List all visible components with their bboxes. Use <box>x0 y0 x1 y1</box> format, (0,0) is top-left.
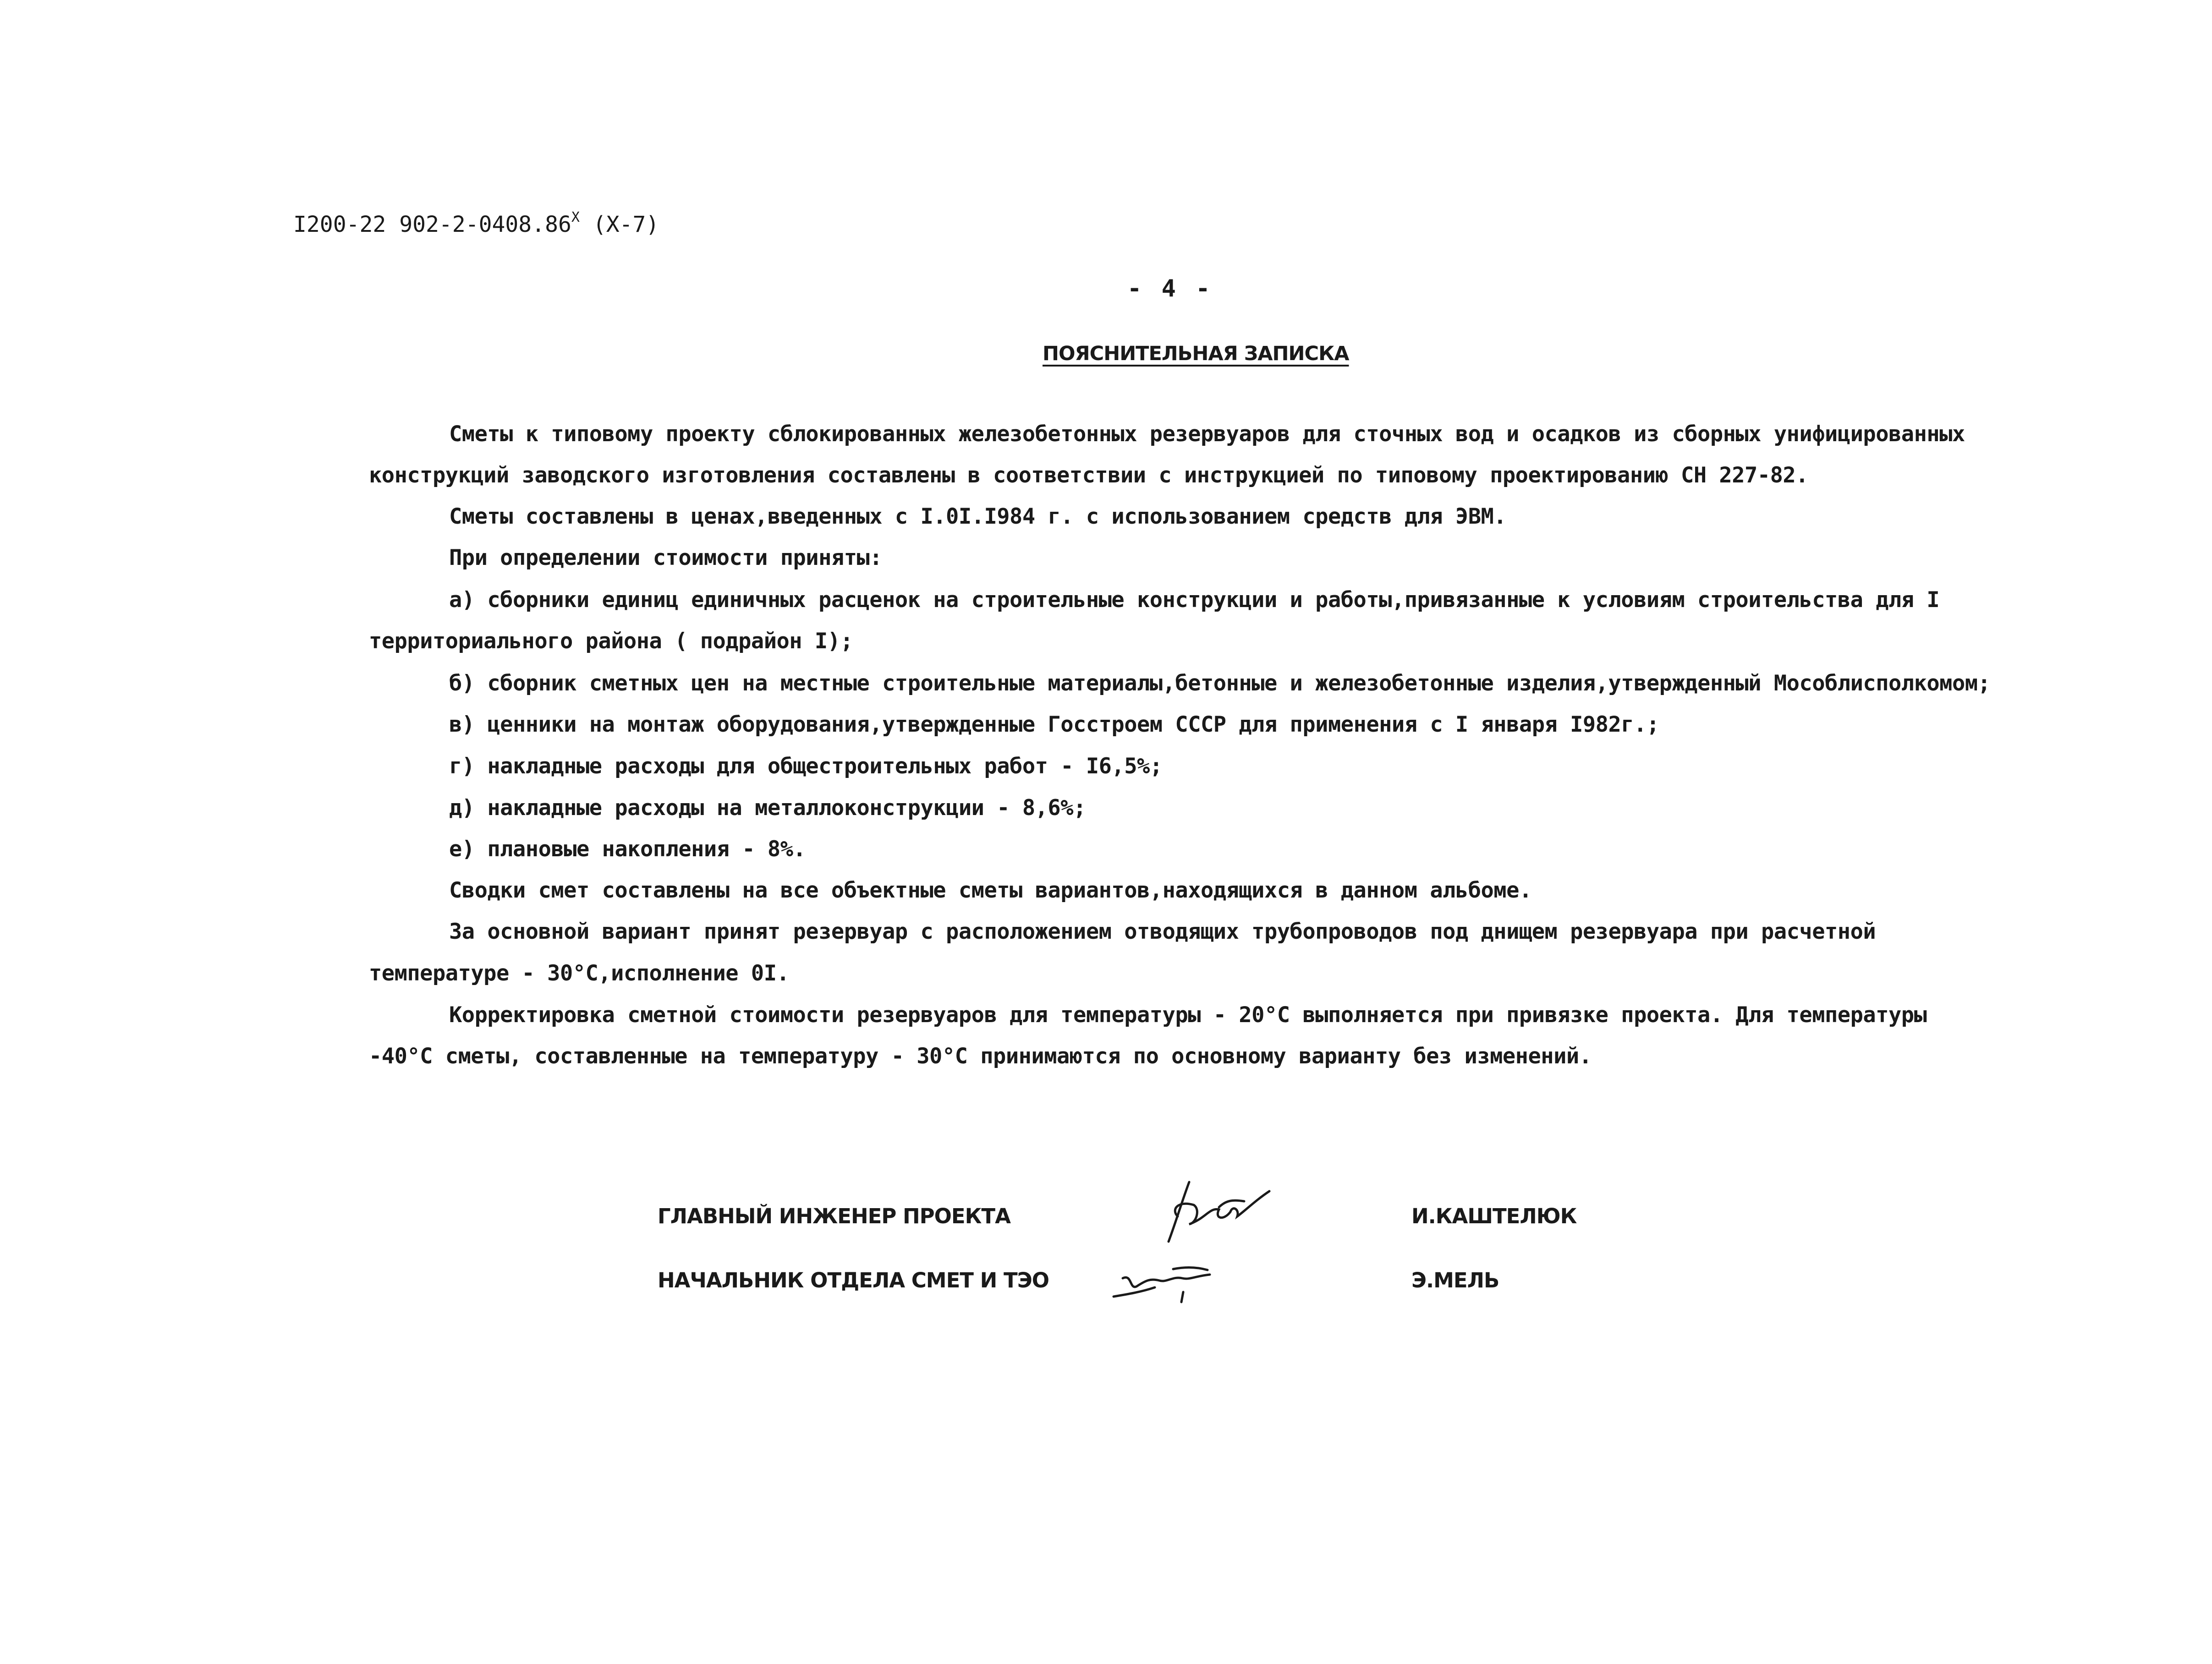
body-line: Корректировка сметной стоимости резервуаров для температуры - 20°С выполняется при привязке проекта. Для температуры <box>449 1002 1927 1028</box>
list-item-a: а) сборники единиц единичных расценок на строительные конструкции и работы,привязанные к условиям строительства для I <box>449 587 1940 613</box>
document-title: ПОЯСНИТЕЛЬНАЯ ЗАПИСКА <box>1043 342 1349 365</box>
body-line: Сводки смет составлены на все объектные сметы вариантов,находящихся в данном альбоме. <box>449 878 1532 903</box>
signature-chief-engineer <box>1150 1173 1288 1251</box>
document-code <box>293 211 659 238</box>
signatory-position-head-of-department: НАЧАЛЬНИК ОТДЕЛА СМЕТ И ТЭО <box>658 1268 1049 1292</box>
list-item-d: д) накладные расходы на металлоконструкции - 8,6%; <box>449 795 1086 821</box>
list-item-g: г) накладные расходы для общестроительных работ - I6,5%; <box>449 754 1163 779</box>
document-code-superscript: X <box>571 209 580 225</box>
body-line: территориального района ( подрайон I); <box>369 629 853 654</box>
document-code-tail: (X-7) <box>579 212 659 237</box>
list-item-e: е) плановые накопления - 8%. <box>449 837 806 862</box>
body-line: При определении стоимости приняты: <box>449 545 883 570</box>
list-item-v: в) ценники на монтаж оборудования,утвержденные Госстроем СССР для применения с I января I982г.; <box>449 712 1659 737</box>
signatory-name-chief-engineer: И.КАШТЕЛЮК <box>1411 1204 1577 1228</box>
list-item-b: б) сборник сметных цен на местные строительные материалы,бетонные и железобетонные изделия,утвержденный Мособлисполкомом; <box>449 671 1991 696</box>
page-number: - 4 - <box>1127 275 1213 302</box>
body-line: конструкций заводского изготовления составлены в соответствии с инструкцией по типовому проектированию СН 227-82. <box>369 463 1808 488</box>
body-line: -40°С сметы, составленные на температуру - 30°С принимаются по основному варианту без изменений. <box>369 1044 1592 1069</box>
document-code-main: I200-22 902-2-0408.86 <box>293 212 571 237</box>
body-line: температуре - 30°С,исполнение 0I. <box>369 961 790 986</box>
signatory-name-head-of-department: Э.МЕЛЬ <box>1411 1268 1499 1292</box>
signatory-position-chief-engineer: ГЛАВНЫЙ ИНЖЕНЕР ПРОЕКТА <box>658 1204 1010 1228</box>
signature-head-of-department <box>1104 1251 1224 1310</box>
body-line: Сметы составлены в ценах,введенных с I.0I.I984 г. с использованием средств для ЭВМ. <box>449 504 1507 529</box>
body-line: За основной вариант принят резервуар с расположением отводящих трубопроводов под днищем резервуара при расчетной <box>449 919 1876 944</box>
body-line: Сметы к типовому проекту сблокированных железобетонных резервуаров для сточных вод и осадков из сборных унифицированных <box>449 421 1965 447</box>
